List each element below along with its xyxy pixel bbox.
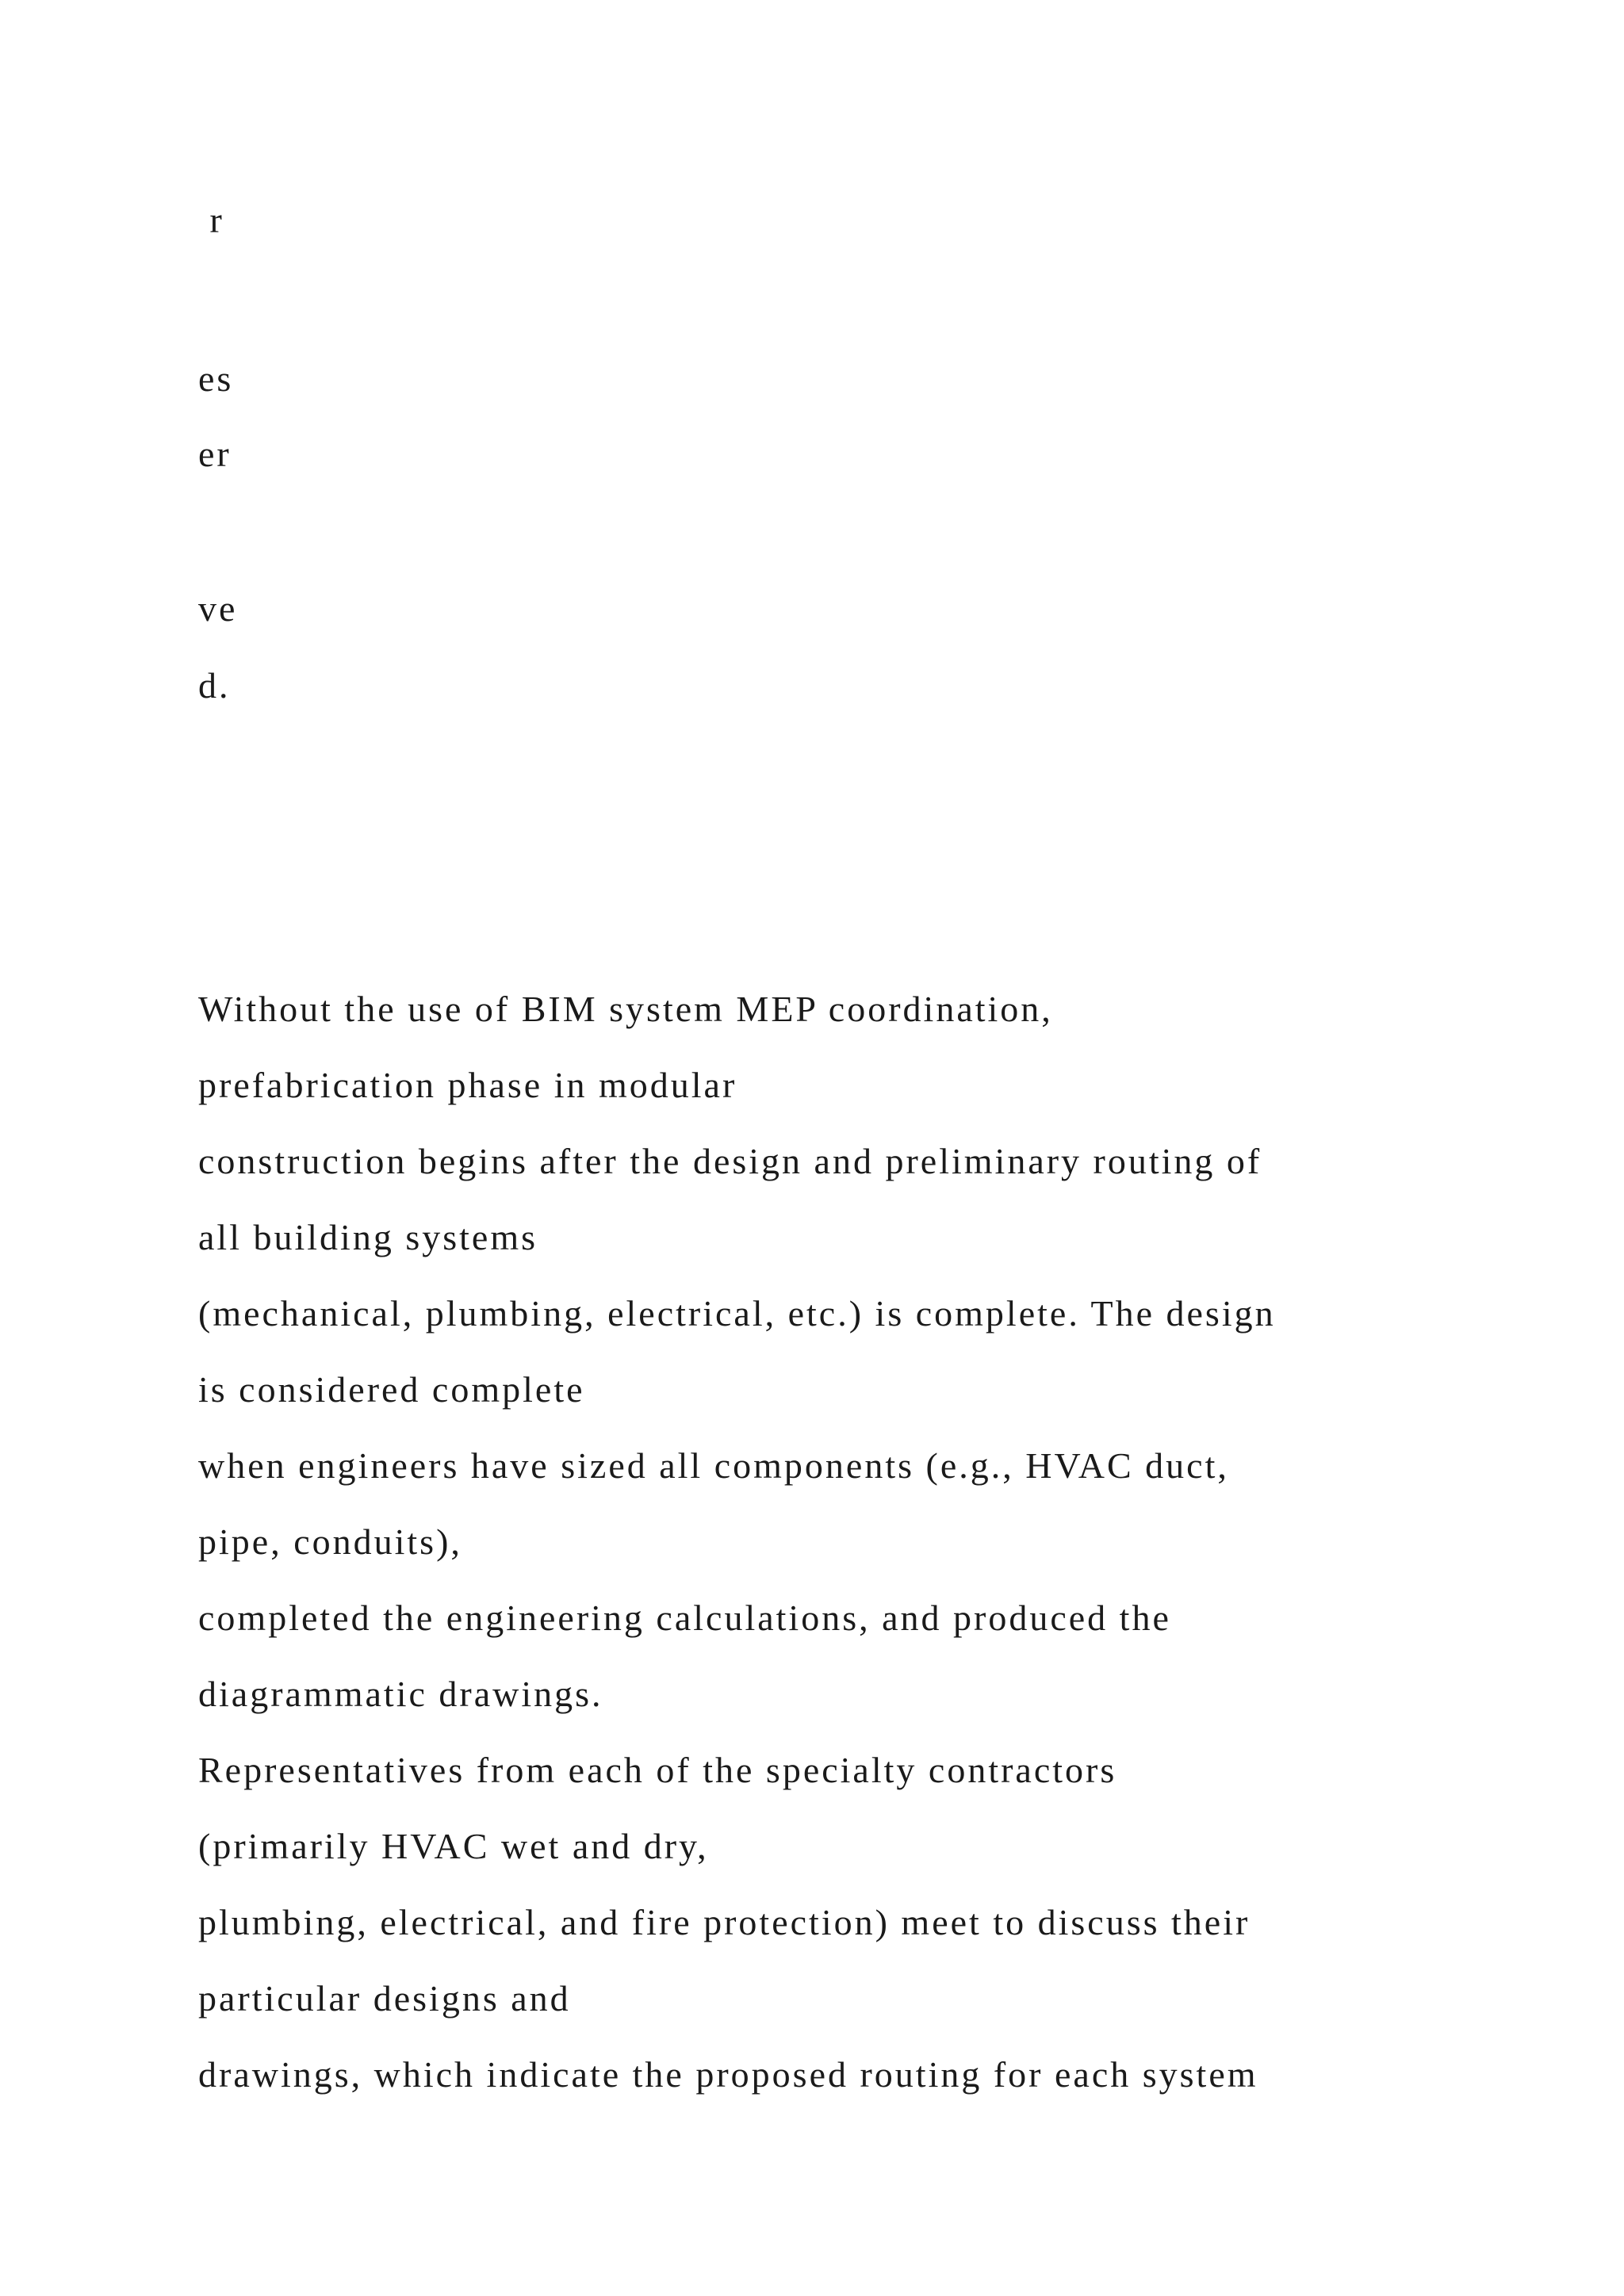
- text-line: Without the use of BIM system MEP coordination,: [198, 989, 1053, 1029]
- text-line: (primarily HVAC wet and dry,: [198, 1826, 709, 1866]
- text-fragment: ve: [198, 588, 238, 629]
- text-line: is considered complete: [198, 1369, 585, 1410]
- text-line: plumbing, electrical, and fire protection) meet to discuss their: [198, 1902, 1251, 1942]
- text-line: completed the engineering calculations, and produced the: [198, 1598, 1171, 1638]
- text-line: drawings, which indicate the proposed routing for each system: [198, 2054, 1258, 2095]
- text-fragment: er: [198, 434, 232, 474]
- text-fragment: d.: [198, 665, 231, 706]
- text-line: (mechanical, plumbing, electrical, etc.) is complete. The design: [198, 1293, 1276, 1334]
- text-line: Representatives from each of the specialty contractors: [198, 1750, 1117, 1790]
- body-paragraph: [198, 971, 1594, 2113]
- text-line: all building systems: [198, 1217, 538, 1257]
- text-line: prefabrication phase in modular: [198, 1065, 737, 1105]
- text-line: diagrammatic drawings.: [198, 1674, 603, 1714]
- text-line: pipe, conduits),: [198, 1521, 462, 1562]
- text-line: particular designs and: [198, 1978, 571, 2019]
- text-fragment: r: [198, 200, 224, 240]
- text-line: construction begins after the design and preliminary routing of: [198, 1141, 1262, 1181]
- text-fragments: [0, 0, 1624, 793]
- text-fragment: es: [198, 358, 234, 399]
- text-line: when engineers have sized all components (e.g., HVAC duct,: [198, 1445, 1229, 1486]
